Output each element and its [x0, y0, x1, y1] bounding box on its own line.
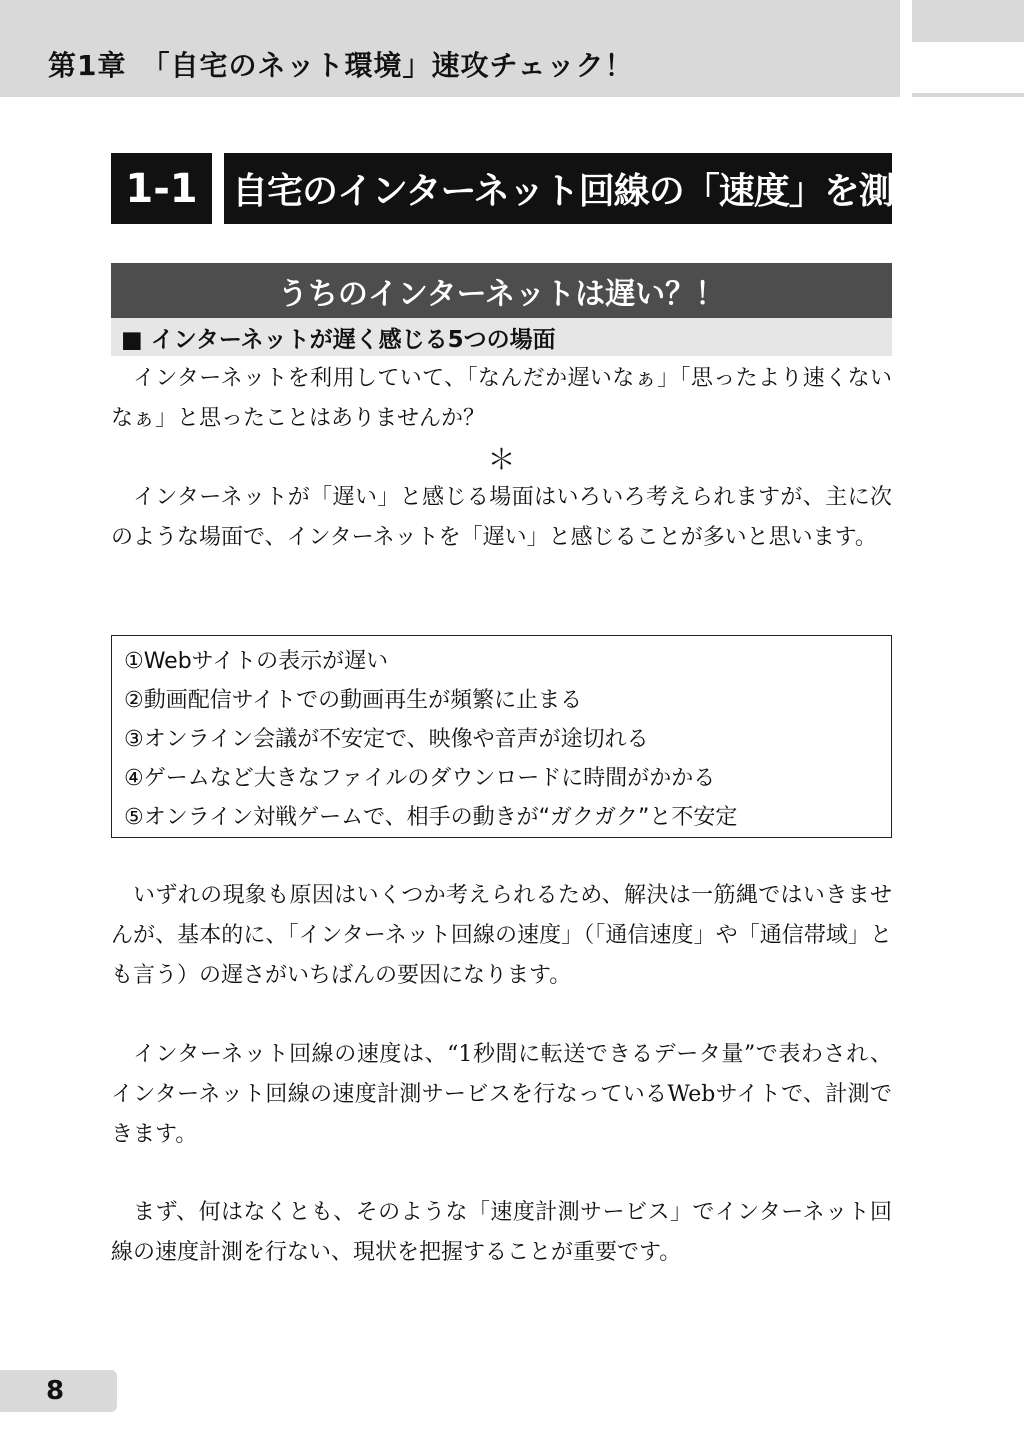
paragraph-1: インターネットを利用していて、「なんだか遅いなぁ」「思ったより速くないなぁ」と思ったことはありませんか？: [111, 366, 892, 431]
list-item: ②動画配信サイトでの動画再生が頻繁に止まる: [124, 688, 583, 713]
paragraph-4: インターネット回線の速度は、“1秒間に転送できるデータ量”で表わされ、インターネット回線の速度計測サービスを行なっているWebサイトで、計測できます。: [111, 1042, 892, 1147]
list-item: ④ゲームなど大きなファイルのダウンロードに時間がかかる: [124, 766, 716, 791]
list-item: ③オンライン会議が不安定で、映像や音声が途切れる: [124, 727, 649, 752]
subsection-heading: うちのインターネットは遅い？！: [111, 263, 892, 318]
scenario-list-box: [111, 635, 892, 838]
section-title: 自宅のインターネット回線の「速度」を測る: [224, 153, 892, 224]
thumb-tab: [912, 0, 1024, 42]
list-item: ①Webサイトの表示が遅い: [124, 649, 389, 674]
paragraph-2: インターネットが「遅い」と感じる場面はいろいろ考えられますが、主に次のような場面で、インターネットを「遅い」と感じることが多いと思います。: [111, 485, 892, 550]
paragraph-3: いずれの現象も原因はいくつか考えられるため、解決は一筋縄ではいきませんが、基本的に、「インターネット回線の速度」（「通信速度」や「通信帯域」とも言う）の遅さがいちばんの要因になります。: [111, 883, 892, 988]
section-number: 1-1: [111, 153, 212, 224]
page-number: 8: [46, 1376, 65, 1406]
list-item: ⑤オンライン対戦ゲームで、相手の動きが“ガクガク”と不安定: [124, 805, 738, 830]
chapter-title: 第1章 「自宅のネット環境」速攻チェック！: [48, 49, 634, 82]
thumb-tab-line: [912, 93, 1024, 97]
separator-asterisk: ＊: [487, 443, 516, 476]
paragraph-5: まず、何はなくとも、そのような「速度計測サービス」でインターネット回線の速度計測を行ない、現状を把握することが重要です。: [111, 1200, 892, 1265]
subsection-subheading: ■ インターネットが遅く感じる5つの場面: [111, 318, 892, 356]
